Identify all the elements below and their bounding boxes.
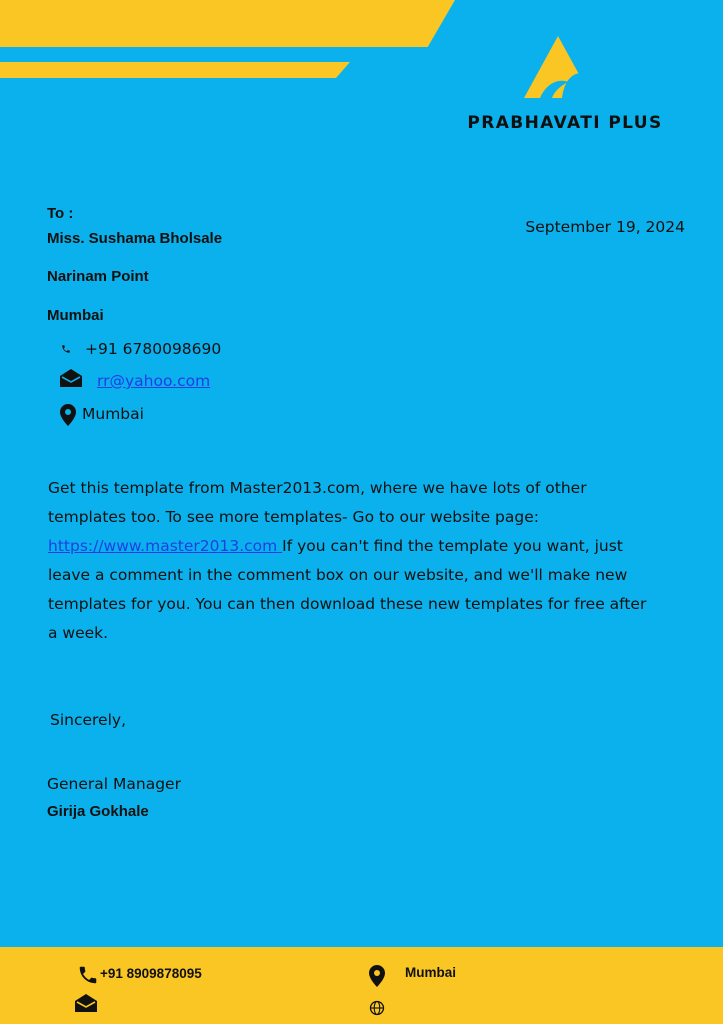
footer-location-pin-icon [369, 965, 385, 987]
recipient-email-link[interactable]: rr@yahoo.com [97, 372, 211, 390]
recipient-name: Miss. Sushama Bholsale [47, 230, 223, 247]
recipient-address-line1: Narinam Point [47, 268, 149, 285]
footer [0, 947, 723, 1024]
recipient-address-line2: Mumbai [47, 307, 104, 324]
logo-icon [524, 36, 592, 100]
footer-mail-icon [75, 994, 97, 1012]
globe-icon [369, 1000, 385, 1016]
recipient-phone: +91 6780098690 [85, 340, 222, 358]
footer-phone-icon [77, 964, 99, 986]
letter-date: September 19, 2024 [525, 218, 685, 236]
brand-name: PRABHAVATI PLUS [467, 113, 663, 133]
body-line-3-rest: If you can't find the template you want, just [282, 537, 623, 555]
website-link[interactable]: https://www.master2013.com [48, 537, 283, 555]
body-line-5: templates for you. You can then download these new templates for free after [48, 595, 647, 613]
body-line-3 [48, 532, 698, 561]
salutation: Sincerely, [50, 711, 127, 729]
body-line-6: a week. [48, 624, 109, 642]
mail-icon [60, 369, 82, 387]
body-line-4: leave a comment in the comment box on our website, and we'll make new [48, 566, 628, 584]
letter-body [48, 474, 698, 648]
recipient-location: Mumbai [82, 405, 144, 423]
body-line-2: templates too. To see more templates- Go to our website page: [48, 508, 539, 526]
phone-icon [61, 344, 71, 354]
body-line-1: Get this template from Master2013.com, where we have lots of other [48, 479, 587, 497]
footer-phone: +91 8909878095 [100, 966, 202, 981]
footer-location: Mumbai [405, 965, 457, 980]
header-accent-bar-bottom [0, 62, 350, 78]
signer-title: General Manager [47, 775, 181, 793]
to-label: To : [47, 205, 74, 222]
header-accent-bar-top [0, 0, 455, 47]
signer-name: Girija Gokhale [47, 803, 149, 820]
location-pin-icon [60, 404, 76, 426]
